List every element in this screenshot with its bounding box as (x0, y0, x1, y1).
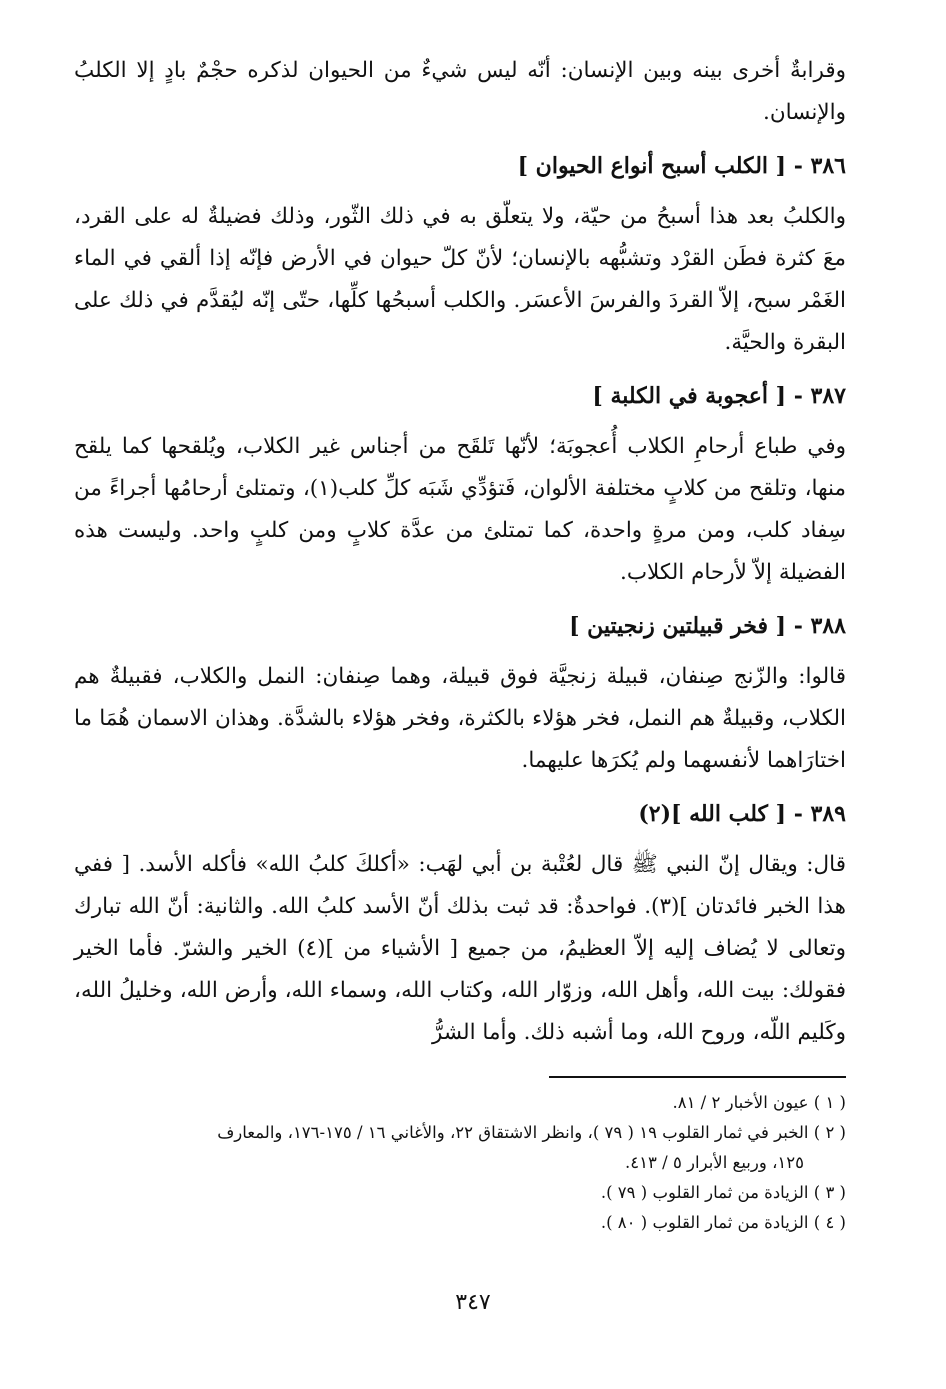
footnote-1: ( ١ ) عيون الأخبار ٢ / ٨١. (672, 1093, 846, 1112)
footnote-divider (549, 1076, 846, 1078)
section-body-387: وفي طباع أرحامِ الكلاب أُعجوبَة؛ لأنّها تَلقَح من أجناس غير الكلاب، ويُلقحها كما يلقح منها، وتلقح من كلابٍ مختلفة الألوان، فَتؤدِّي شَبَه كلِّ كلب(١)، وتمتلئ أرحامُها أجراءً من سِفاد كلب، ومن مرةٍ واحدة، كما تمتلئ من عدَّة كلابٍ ومن كلبٍ واحد. وليست هذه الفضيلة إلاّ لأرحام الكلاب. (74, 434, 846, 585)
section-body-389: قال: ويقال إنّ النبي ﷺ قال لعُتْبة بن أبي لهَب: «أكلكَ كلبُ الله» فأكله الأسد. [ ففي هذا الخبر فائدتان ](٣). فواحدةٌ: قد ثبت بذلك أنّ الأسد كلبُ الله. والثانية: أنّ الله تبارك وتعالى لا يُضاف إليه إلاّ العظيمُ، من جميع [ الأشياء من ](٤) الخير والشرّ. فأما الخير فقولك: بيت الله، وأهل الله، وزوّار الله، وكتاب الله، وسماء الله، وأرض الله، وخليلُ الله، وكَليم اللّه، وروح الله، وما أشبه ذلك. وأما الشرُّ (74, 852, 847, 1045)
intro-paragraph: وقرابةٌ أخرى بينه وبين الإنسان: أنّه ليس شيءٌ من الحيوان لذكره حجْمٌ بادٍ إلا الكلبُ والإنسان. (74, 58, 846, 125)
section-body-386: والكلبُ بعد هذا أسبحُ من حيّة، ولا يتعلّق به في ذلك الثّور، وذلك فضيلةٌ له على القرد، معَ كثرة فطَن القرْد وتشبُّهه بالإنسان؛ لأنّ كلّ حيوان في الأرض فإنّه إذا ألقي في الماء الغَمْر سبح، إلاّ القردَ والفرسَ الأعسَر. والكلب أسبحُها كلِّها، حتّى إنّه ليُقدَّم في ذلك على البقرة والحيَّة. (74, 204, 846, 355)
section-heading-387: ٣٨٧ - [ أعجوبة في الكلبة ] (592, 383, 846, 409)
page-number: ٣٤٧ (455, 1290, 491, 1315)
section-heading-389: ٣٨٩ - [ كلب الله ](٢) (638, 801, 846, 827)
footnote-2: ( ٢ ) الخبر في ثمار القلوب ١٩ ( ٧٩ )، وانظر الاشتقاق ٢٢، والأغاني ١٦ / ١٧٥-١٧٦، والمعارف (217, 1123, 846, 1142)
section-heading-386: ٣٨٦ - [ الكلب أسبح أنواع الحيوان ] (517, 153, 846, 179)
footnote-4: ( ٤ ) الزيادة من ثمار القلوب ( ٨٠ ). (600, 1213, 846, 1232)
footnote-2-continuation: ١٢٥، وربيع الأبرار ٥ / ٤١٣. (625, 1153, 804, 1172)
section-body-388: قالوا: والزّنج صِنفان، قبيلة زنجيَّة فوق قبيلة، وهما صِنفان: النمل والكلاب، فقبيلةٌ هم الكلاب، وقبيلةٌ هم النمل، فخر هؤلاء بالكثرة، وفخر هؤلاء بالشدَّة. وهذان الاسمان هُمَا ما اختارَاهما لأنفسهما ولم يُكرَها عليهما. (74, 664, 846, 773)
footnote-3: ( ٣ ) الزيادة من ثمار القلوب ( ٧٩ ). (600, 1183, 846, 1202)
section-heading-388: ٣٨٨ - [ فخر قبيلتين زنجيتين ] (569, 613, 846, 639)
footnotes (74, 1088, 846, 1238)
